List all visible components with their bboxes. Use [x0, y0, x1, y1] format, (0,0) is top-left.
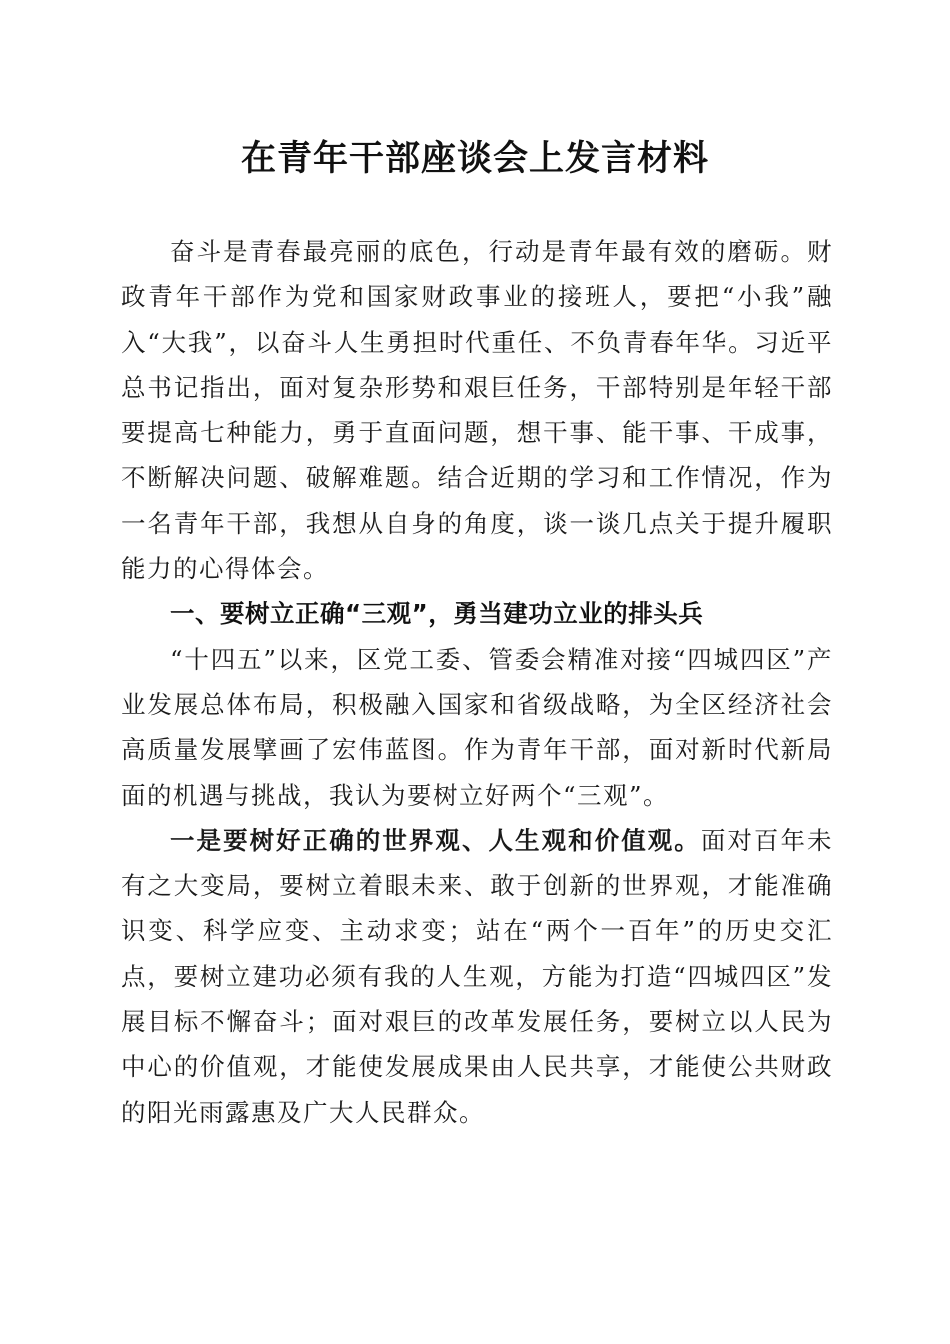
section1-paragraph-1: “十四五”以来，区党工委、管委会精准对接“四城四区”产业发展总体布局，积极融入国家和省级战略，为全区经济社会高质量发展擘画了宏伟蓝图。作为青年干部，面对新时代新局面的机遇与挑战，我认为要树立好两个“三观”。 [121, 644, 833, 810]
document-body [121, 229, 833, 1135]
document-title: 在青年干部座谈会上发言材料 [240, 139, 709, 179]
paragraph-lead-sentence: 一是要树好正确的世界观、人生观和价值观。 [170, 825, 701, 855]
section-heading-1: 一、要树立正确“三观”，勇当建功立业的排头兵 [170, 599, 704, 629]
intro-paragraph: 奋斗是青春最亮丽的底色，行动是青年最有效的磨砺。财政青年干部作为党和国家财政事业的接班人，要把“小我”融入“大我”，以奋斗人生勇担时代重任、不负青春年华。习近平总书记指出，面对复杂形势和艰巨任务，干部特别是年轻干部要提高七种能力，勇于直面问题，想干事、能干事、干成事，不断解决问题、破解难题。结合近期的学习和工作情况，作为一名青年干部，我想从自身的角度，谈一谈几点关于提升履职能力的心得体会。 [121, 237, 833, 584]
paragraph-body-text: 面对百年未有之大变局，要树立着眼未来、敢于创新的世界观，才能准确识变、科学应变、主动求变；站在“两个一百年”的历史交汇点，要树立建功必须有我的人生观，方能为打造“四城四区”发展目标不懈奋斗；面对艰巨的改革发展任务，要树立以人民为中心的价值观，才能使发展成果由人民共享，才能使公共财政的阳光雨露惠及广大人民群众。 [121, 825, 834, 1127]
section1-paragraph-2 [121, 818, 833, 1135]
